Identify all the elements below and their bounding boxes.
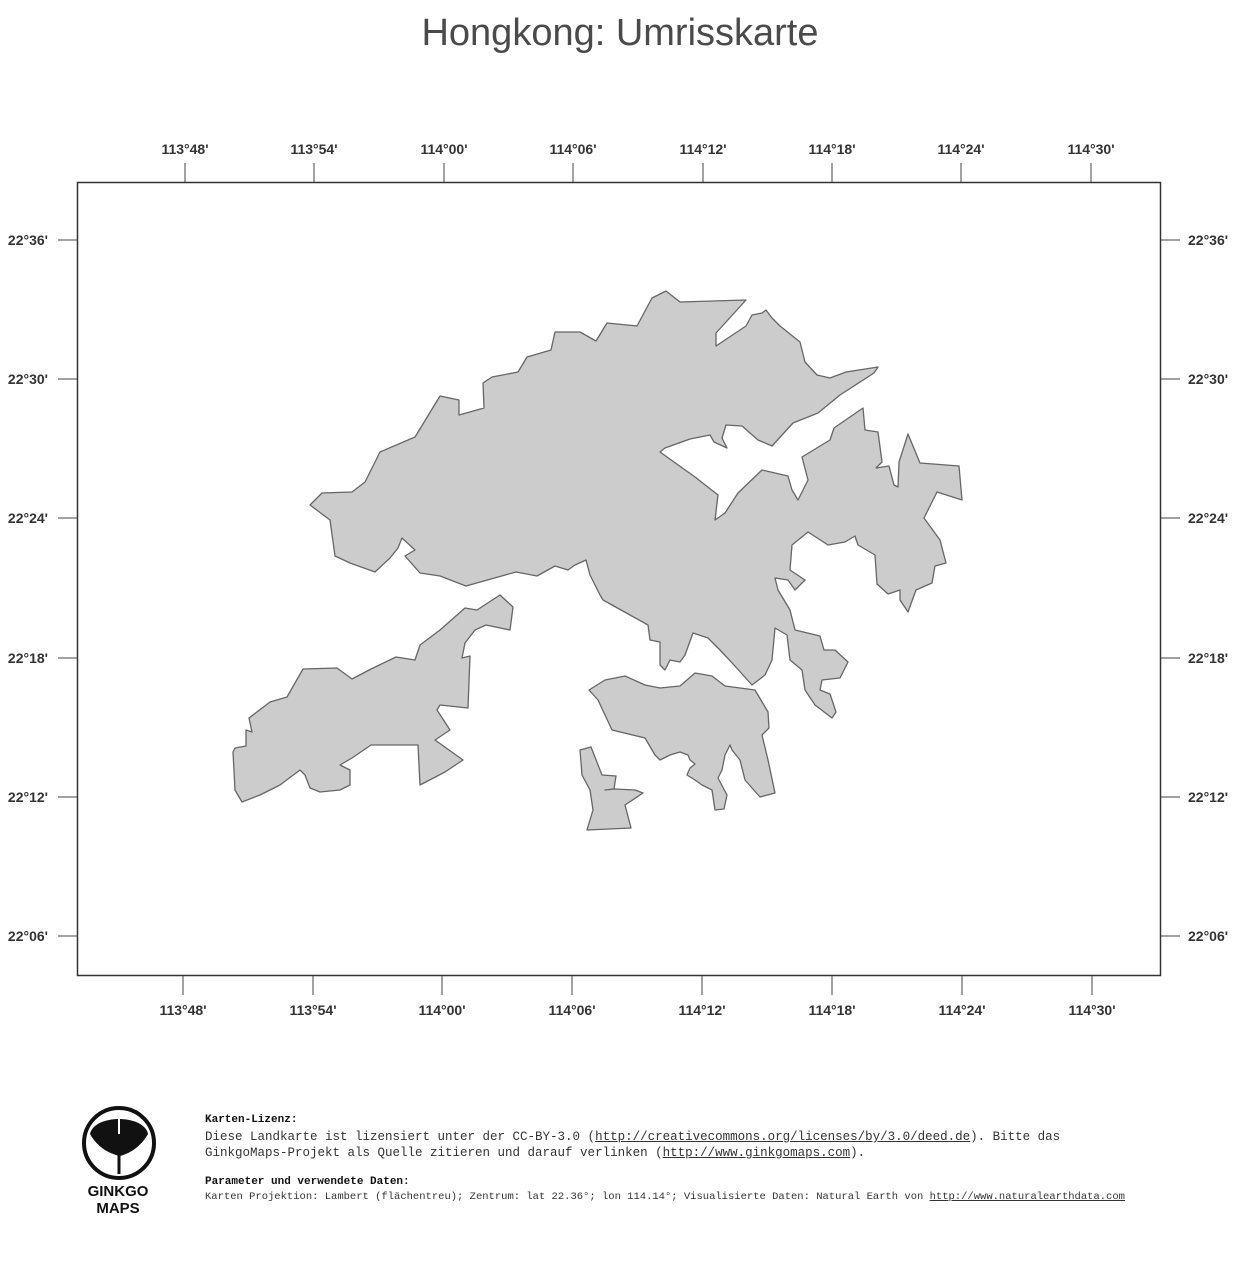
lon-label-top: 114°18' <box>808 141 856 157</box>
lat-label-left: 22°18' <box>7 650 48 666</box>
lat-label-right: 22°30' <box>1188 371 1229 387</box>
map-title: Hongkong: Umrisskarte <box>421 12 819 54</box>
license-line2 <box>205 1145 865 1161</box>
lon-label-bottom: 113°48' <box>159 1002 207 1018</box>
lat-label-left: 22°36' <box>7 232 48 248</box>
license-line1-pre: Diese Landkarte ist lizensiert unter der CC-BY-3.0 ( <box>205 1130 596 1144</box>
new-territories-outline <box>310 291 962 718</box>
lon-label-bottom: 114°18' <box>808 1002 856 1018</box>
ginkgo-leaf-icon <box>80 1104 158 1182</box>
lantau-island-outline <box>233 595 513 802</box>
license-heading: Karten-Lizenz: <box>205 1114 298 1126</box>
lat-label-left: 22°30' <box>7 371 48 387</box>
lon-label-top: 113°48' <box>161 141 209 157</box>
license-line2-post: ). <box>850 1146 866 1160</box>
lon-label-top: 114°06' <box>549 141 597 157</box>
lat-label-right: 22°12' <box>1188 789 1229 805</box>
hong-kong-land <box>233 291 962 830</box>
params-text: Karten Projektion: Lambert (flächentreu); Zentrum: lat 22.36°; lon 114.14°; Visualisierte Daten: Natural Earth von <box>205 1191 930 1203</box>
logo-line2: MAPS <box>96 1200 140 1217</box>
lat-label-left: 22°06' <box>7 928 48 944</box>
logo-line1: GINKGO <box>87 1183 149 1200</box>
lon-label-bottom: 114°24' <box>938 1002 986 1018</box>
lamma-island-outline <box>580 747 643 830</box>
license-line1-post: ). Bitte das <box>970 1130 1061 1144</box>
lat-label-right: 22°18' <box>1188 650 1229 666</box>
lat-label-left: 22°12' <box>7 789 48 805</box>
cc-license-link[interactable]: http://creativecommons.org/licenses/by/3.0/deed.de <box>595 1130 971 1144</box>
lon-label-bottom: 114°00' <box>418 1002 466 1018</box>
naturalearth-link[interactable]: http://www.naturalearthdata.com <box>929 1191 1125 1203</box>
lon-label-top: 113°54' <box>290 141 338 157</box>
ginkgomaps-link[interactable]: http://www.ginkgomaps.com <box>662 1146 851 1160</box>
lon-label-top: 114°12' <box>679 141 727 157</box>
lat-label-right: 22°06' <box>1188 928 1229 944</box>
license-line2-pre: GinkgoMaps-Projekt als Quelle zitieren und darauf verlinken ( <box>205 1146 663 1160</box>
lon-label-bottom: 114°30' <box>1068 1002 1116 1018</box>
license-line1 <box>205 1129 1060 1145</box>
lon-label-bottom: 114°06' <box>548 1002 596 1018</box>
lat-label-right: 22°24' <box>1188 510 1229 526</box>
lat-label-left: 22°24' <box>7 510 48 526</box>
lon-label-top: 114°24' <box>937 141 985 157</box>
lon-label-bottom: 114°12' <box>678 1002 726 1018</box>
lon-label-bottom: 113°54' <box>289 1002 337 1018</box>
logo-text <box>72 1183 164 1217</box>
params-heading: Parameter und verwendete Daten: <box>205 1176 410 1188</box>
lon-label-top: 114°30' <box>1067 141 1115 157</box>
lat-label-right: 22°36' <box>1188 232 1229 248</box>
params-line <box>205 1191 1125 1203</box>
lon-label-top: 114°00' <box>420 141 468 157</box>
